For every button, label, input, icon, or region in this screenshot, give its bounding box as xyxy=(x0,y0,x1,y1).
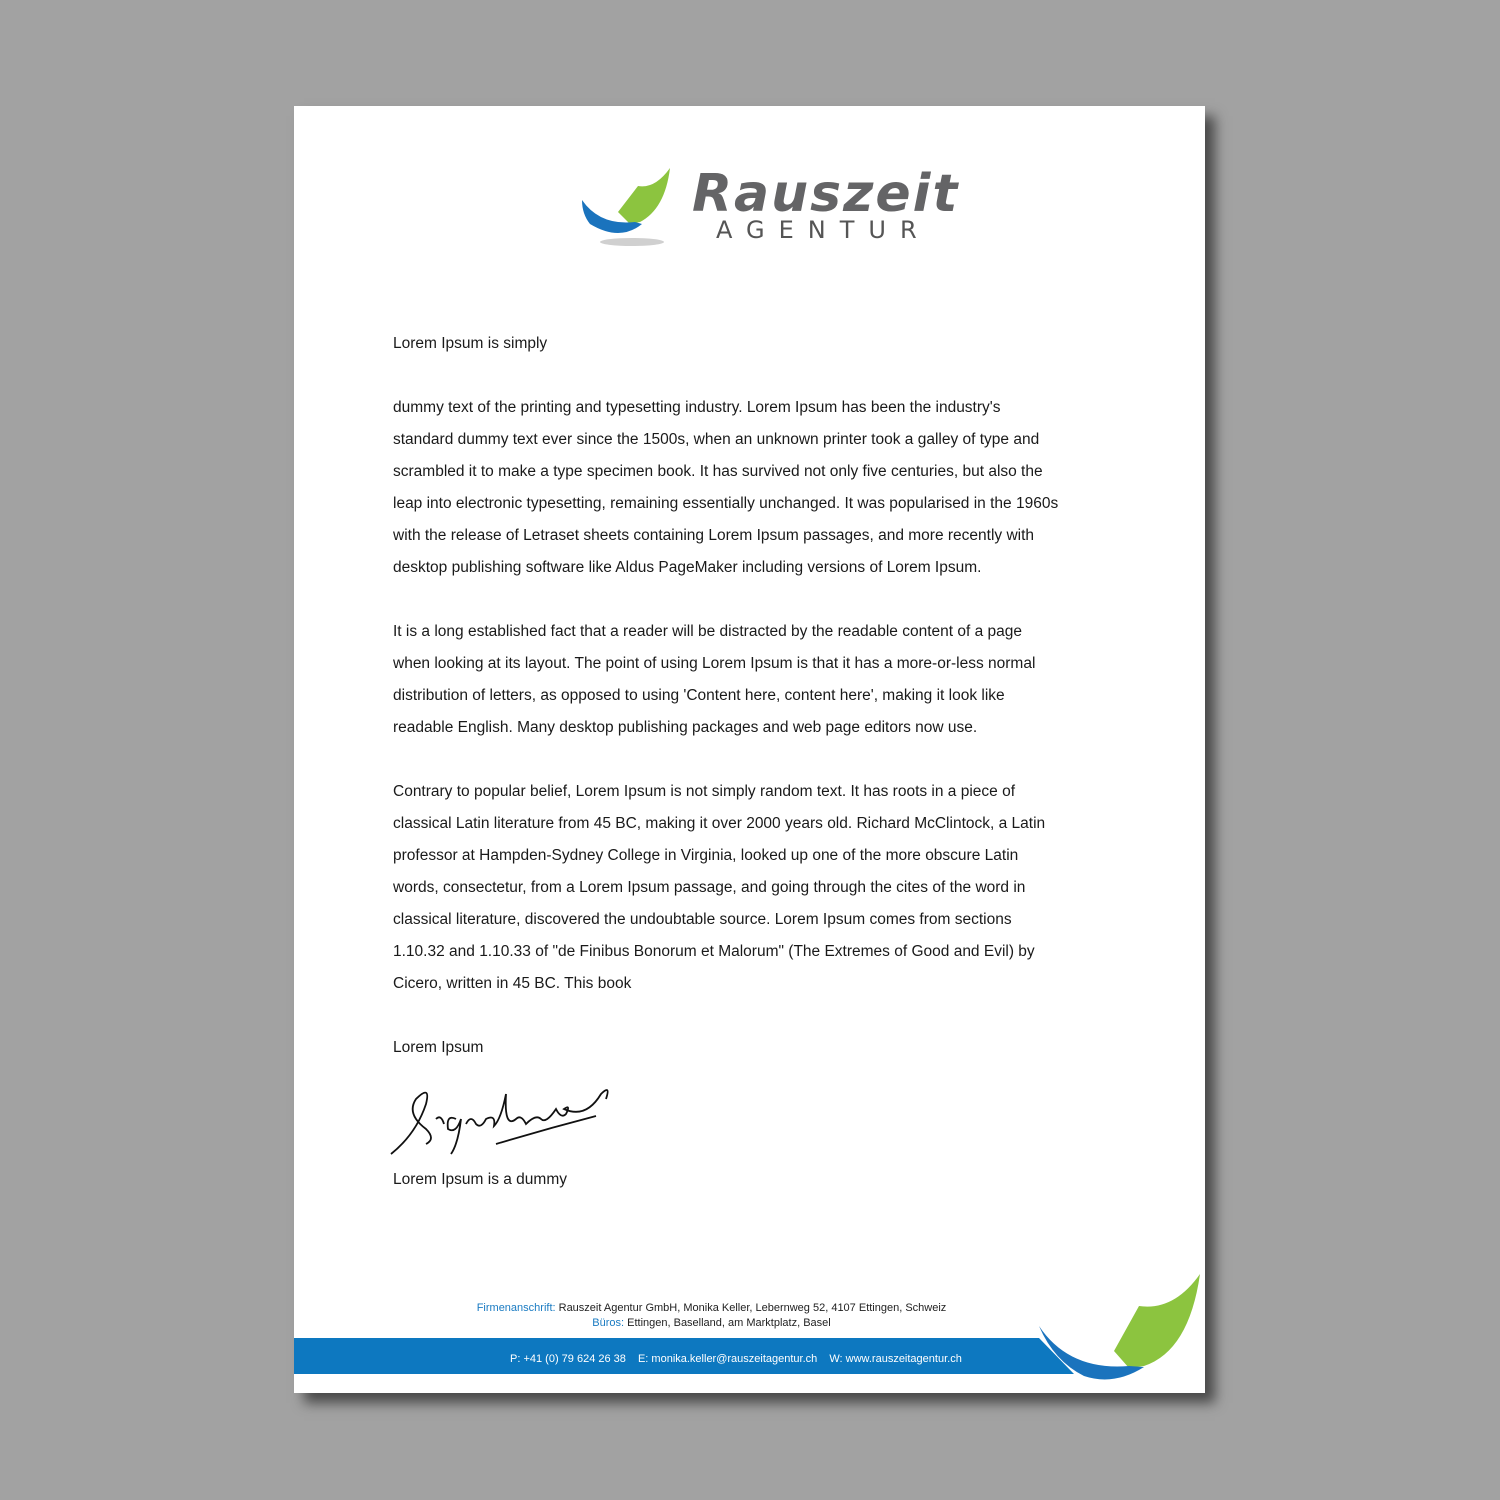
paragraph-line: Cicero, written in 45 BC. This book xyxy=(393,975,632,992)
offices-text: Ettingen, Baselland, am Marktplatz, Basel xyxy=(627,1317,831,1329)
paragraph-line: classical literature, discovered the undoubtable source. Lorem Ipsum comes from sections xyxy=(393,911,1012,928)
footer-contact xyxy=(510,1353,971,1365)
paragraph-line: Contrary to popular belief, Lorem Ipsum is not simply random text. It has roots in a piece of xyxy=(393,783,1016,800)
paragraph-line: leap into electronic typesetting, remaining essentially unchanged. It was popularised in the 1960s xyxy=(393,495,1059,512)
paragraph-line: with the release of Letraset sheets containing Lorem Ipsum passages, and more recently with xyxy=(393,527,1035,544)
letter-body xyxy=(393,328,1153,1064)
paragraph-line: scrambled it to make a type specimen book. It has survived not only five centuries, but also the xyxy=(393,463,1043,480)
footer-swoosh-icon xyxy=(1034,1266,1205,1393)
paragraph-line: when looking at its layout. The point of using Lorem Ipsum is that it has a more-or-less normal xyxy=(393,655,1036,672)
paragraph-line: 1.10.32 and 1.10.33 of "de Finibus Bonorum et Malorum" (The Extremes of Good and Evil) by xyxy=(393,943,1035,960)
paragraph-line: standard dummy text ever since the 1500s, when an unknown printer took a galley of type and xyxy=(393,431,1040,448)
paragraph-line: classical Latin literature from 45 BC, making it over 2000 years old. Richard McClintock, a Latin xyxy=(393,815,1046,832)
logo-tagline: AGENTUR xyxy=(716,216,931,244)
paragraph-line: readable English. Many desktop publishing packages and web page editors now use. xyxy=(393,719,978,736)
email: E: monika.keller@rauszeitagentur.ch xyxy=(637,1353,818,1365)
address-text: Rauszeit Agentur GmbH, Monika Keller, Lebernweg 52, 4107 Ettingen, Schweiz xyxy=(558,1302,947,1314)
greeting: Lorem Ipsum is simply xyxy=(393,335,548,352)
logo-swoosh-icon xyxy=(580,164,700,254)
address-label: Firmenanschrift: xyxy=(476,1302,556,1314)
logo-wordmark: Rauszeit xyxy=(692,164,960,224)
paragraph-line: dummy text of the printing and typesetting industry. Lorem Ipsum has been the industry's xyxy=(393,399,1001,416)
paragraph-line: It is a long established fact that a reader will be distracted by the readable content of a page xyxy=(393,623,1023,640)
phone: P: +41 (0) 79 624 26 38 xyxy=(510,1353,626,1365)
closing: Lorem Ipsum xyxy=(393,1039,484,1056)
letterhead-page xyxy=(294,106,1205,1393)
signature-image xyxy=(386,1074,626,1159)
paragraph-line: words, consectetur, from a Lorem Ipsum passage, and going through the cites of the word in xyxy=(393,879,1026,896)
signer-name: Lorem Ipsum is a dummy xyxy=(393,1171,567,1188)
website: W: www.rauszeitagentur.ch xyxy=(829,1353,962,1365)
offices-label: Büros: xyxy=(592,1317,625,1329)
paragraph-line: professor at Hampden-Sydney College in Virginia, looked up one of the more obscure Latin xyxy=(393,847,1019,864)
paragraph-line: desktop publishing software like Aldus PageMaker including versions of Lorem Ipsum. xyxy=(393,559,982,576)
company-logo xyxy=(580,164,960,254)
paragraph-line: distribution of letters, as opposed to using 'Content here, content here', making it look like xyxy=(393,687,1005,704)
